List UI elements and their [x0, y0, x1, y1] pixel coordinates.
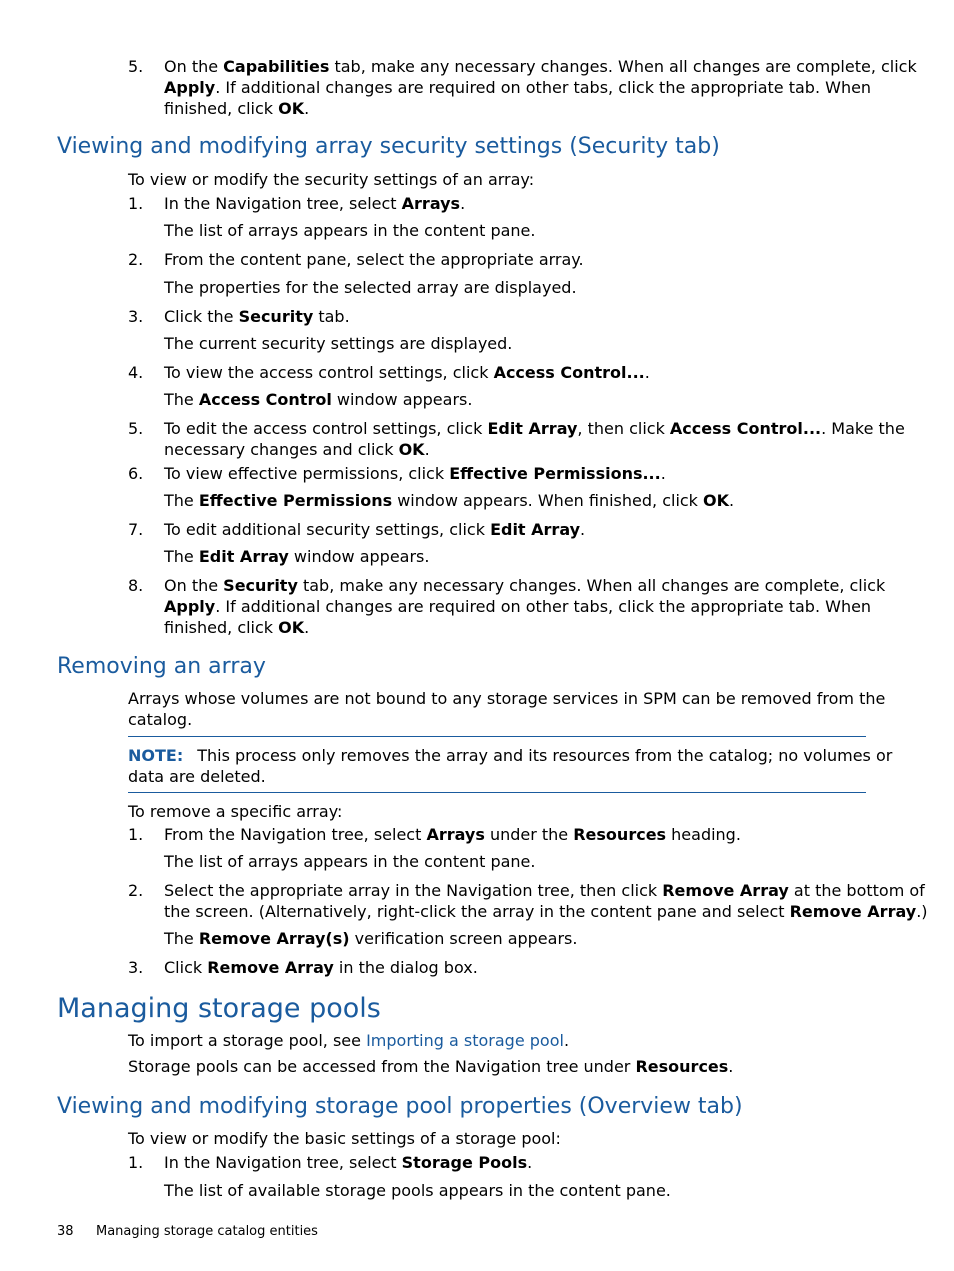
list-item-text: finished, click OK.	[164, 618, 310, 637]
list-item-text: Apply. If additional changes are required on other tabs, click the appropriate tab. When	[164, 597, 872, 616]
list-item-text: To edit additional security settings, click Edit Array.	[164, 520, 586, 539]
step-result: The Remove Array(s) verification screen appears.	[164, 929, 578, 948]
list-item-text: From the Navigation tree, select Arrays under the Resources heading.	[164, 825, 741, 844]
section-heading: Removing an array	[57, 654, 266, 679]
list-item-text: necessary changes and click OK.	[164, 440, 430, 459]
paragraph: catalog.	[128, 710, 193, 729]
section-heading: Viewing and modifying array security settings (Security tab)	[57, 134, 720, 159]
list-item-text: On the Security tab, make any necessary changes. When all changes are complete, click	[164, 576, 886, 595]
list-number: 1.	[128, 1153, 144, 1172]
note: NOTE: This process only removes the array and its resources from the catalog; no volumes or	[128, 746, 893, 765]
note-label: NOTE:	[128, 746, 184, 765]
paragraph: Storage pools can be accessed from the Navigation tree under Resources.	[128, 1057, 734, 1076]
list-item-text: Click the Security tab.	[164, 307, 350, 326]
paragraph: To view or modify the security settings of an array:	[128, 170, 535, 189]
list-number: 6.	[128, 464, 144, 483]
footer-title: Managing storage catalog entities	[96, 1224, 318, 1239]
step-result: The Edit Array window appears.	[164, 547, 430, 566]
step-result: The properties for the selected array are displayed.	[164, 278, 577, 297]
step-result: The list of arrays appears in the content pane.	[164, 852, 536, 871]
importing-storage-pool-link[interactable]: Importing a storage pool	[366, 1031, 564, 1050]
list-item-text: To view the access control settings, click Access Control....	[164, 363, 650, 382]
list-item-text: Apply. If additional changes are required on other tabs, click the appropriate tab. When	[164, 78, 872, 97]
list-item-text: Click Remove Array in the dialog box.	[164, 958, 478, 977]
paragraph: To view or modify the basic settings of a storage pool:	[128, 1129, 561, 1148]
note-rule-top	[128, 736, 866, 737]
list-number: 5.	[128, 57, 144, 76]
list-number: 3.	[128, 958, 144, 977]
list-number: 7.	[128, 520, 144, 539]
list-item-text: finished, click OK.	[164, 99, 310, 118]
list-number: 1.	[128, 825, 144, 844]
list-number: 2.	[128, 250, 144, 269]
list-item-text: To view effective permissions, click Effective Permissions....	[164, 464, 666, 483]
step-result: The Effective Permissions window appears. When finished, click OK.	[164, 491, 735, 510]
list-item-text: In the Navigation tree, select Arrays.	[164, 194, 466, 213]
list-number: 3.	[128, 307, 144, 326]
note: data are deleted.	[128, 767, 266, 786]
list-number: 2.	[128, 881, 144, 900]
paragraph: To import a storage pool, see Importing a storage pool.	[128, 1031, 570, 1050]
list-item-text: From the content pane, select the appropriate array.	[164, 250, 584, 269]
list-number: 8.	[128, 576, 144, 595]
paragraph: To remove a specific array:	[128, 802, 343, 821]
list-item-text: the screen. (Alternatively, right-click the array in the content pane and select Remove Array.)	[164, 902, 928, 921]
list-item-text: On the Capabilities tab, make any necessary changes. When all changes are complete, click	[164, 57, 917, 76]
page-number: 38	[57, 1224, 74, 1239]
step-result: The list of available storage pools appears in the content pane.	[164, 1181, 671, 1200]
list-item-text: Select the appropriate array in the Navigation tree, then click Remove Array at the bottom of	[164, 881, 925, 900]
section-heading: Viewing and modifying storage pool properties (Overview tab)	[57, 1094, 743, 1119]
list-number: 1.	[128, 194, 144, 213]
list-item-text: In the Navigation tree, select Storage Pools.	[164, 1153, 533, 1172]
list-number: 4.	[128, 363, 144, 382]
chapter-heading: Managing storage pools	[57, 993, 381, 1024]
note-rule-bottom	[128, 792, 866, 793]
step-result: The Access Control window appears.	[164, 390, 473, 409]
list-number: 5.	[128, 419, 144, 438]
step-result: The current security settings are displayed.	[164, 334, 513, 353]
step-result: The list of arrays appears in the content pane.	[164, 221, 536, 240]
list-item-text: To edit the access control settings, click Edit Array, then click Access Control.... Make the	[164, 419, 905, 438]
paragraph: Arrays whose volumes are not bound to any storage services in SPM can be removed from the	[128, 689, 886, 708]
